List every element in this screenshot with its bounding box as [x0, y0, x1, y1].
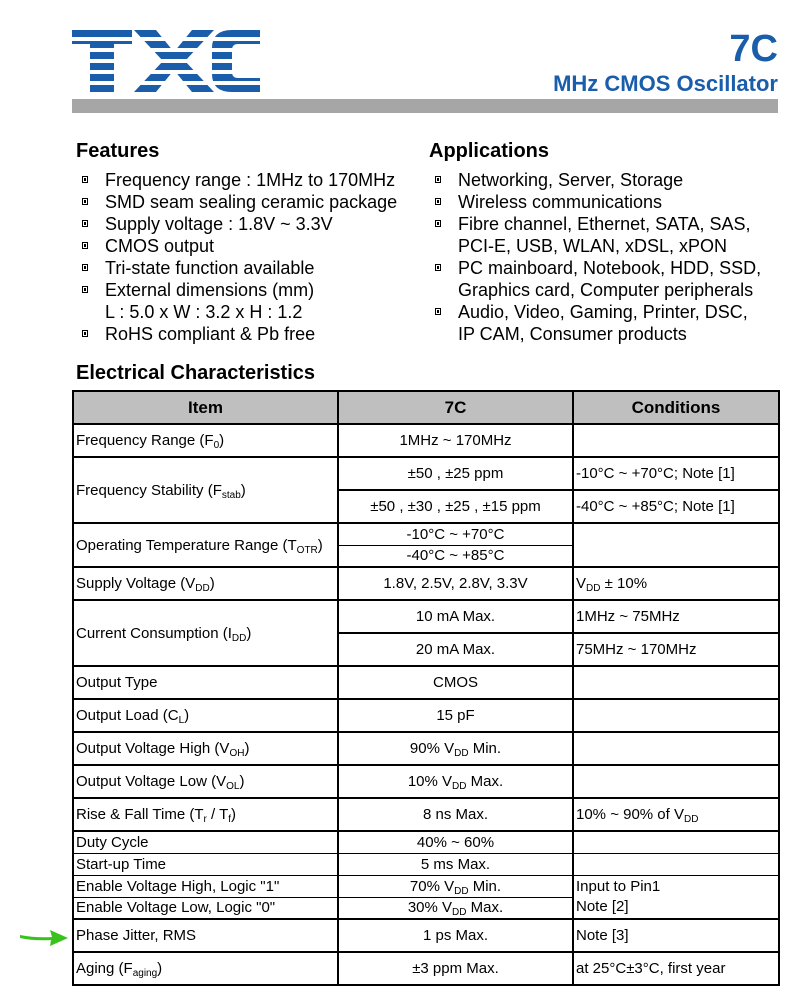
- txc-logo: [72, 30, 262, 94]
- row-value: 1MHz ~ 170MHz: [338, 424, 573, 457]
- row-value: ±50 , ±25 ppm: [338, 457, 573, 490]
- applications-title: Applications: [429, 140, 550, 162]
- application-item-continued: PCI-E, USB, WLAN, xDSL, xPON: [458, 236, 728, 256]
- feature-item: Tri-state function available: [76, 257, 397, 279]
- bullet-icon: [435, 264, 441, 271]
- feature-item: SMD seam sealing ceramic package: [76, 191, 397, 213]
- row-value: 10 mA Max.: [338, 600, 573, 633]
- electrical-title: Electrical Characteristics: [76, 362, 316, 384]
- table-row: [73, 600, 779, 633]
- row-value: 8 ns Max.: [338, 798, 573, 831]
- row-value: 10% $V_{DD}$ Max.: [338, 765, 573, 798]
- table-row: [73, 952, 779, 985]
- row-value: 5 ms Max.: [338, 853, 573, 875]
- feature-item: External dimensions (mm): [76, 279, 397, 301]
- bullet-icon: [82, 220, 88, 227]
- bullet-icon: [82, 198, 88, 205]
- model-number: 7C: [729, 28, 778, 70]
- row-condition: Input to Pin1 Note [2]: [573, 875, 779, 919]
- row-label: Aging $(F_{aging})$: [73, 952, 338, 985]
- row-label: Output Voltage High $(V_{OH})$: [73, 732, 338, 765]
- row-condition: [573, 732, 779, 765]
- features-title: Features: [76, 140, 160, 162]
- table-header-row: [73, 391, 779, 424]
- application-item: PC mainboard, Notebook, HDD, SSD,: [429, 257, 761, 279]
- bullet-icon: [82, 286, 88, 293]
- bullet-icon: [82, 264, 88, 271]
- applications-list: [429, 169, 761, 345]
- feature-item-continued: L : 5.0 x W : 3.2 x H : 1.2: [105, 302, 303, 322]
- application-item: Networking, Server, Storage: [429, 169, 761, 191]
- electrical-table: [72, 390, 780, 986]
- features-list: [76, 169, 397, 345]
- row-label: Rise & Fall Time $(T_r / T_f)$: [73, 798, 338, 831]
- green-arrow-icon: [18, 927, 70, 947]
- row-condition: 75MHz ~ 170MHz: [573, 633, 779, 666]
- row-condition: -40°C ~ +85°C; Note [1]: [573, 490, 779, 523]
- row-label: Operating Temperature Range $(T_{OTR})$: [73, 523, 338, 567]
- application-item: Audio, Video, Gaming, Printer, DSC,: [429, 301, 761, 323]
- row-label: Enable Voltage High, Logic "1": [73, 875, 338, 897]
- application-item-continued: Graphics card, Computer peripherals: [458, 280, 754, 300]
- table-row: [73, 457, 779, 490]
- row-condition: [573, 523, 779, 567]
- header-model: 7C: [338, 391, 573, 424]
- row-condition: 1MHz ~ 75MHz: [573, 600, 779, 633]
- row-value: 1 ps Max.: [338, 919, 573, 952]
- row-condition: [573, 666, 779, 699]
- table-row: [73, 831, 779, 853]
- header-divider: [72, 99, 778, 113]
- row-label: Frequency Stability $(F_{stab})$: [73, 457, 338, 523]
- row-label: Output Load $(C_L)$: [73, 699, 338, 732]
- row-condition: Note [3]: [573, 919, 779, 952]
- row-value: -40°C ~ +85°C: [338, 545, 573, 567]
- row-value: 90% $V_{DD}$ Min.: [338, 732, 573, 765]
- row-value: 70% $V_{DD}$ Min.: [338, 875, 573, 897]
- row-condition: [573, 853, 779, 875]
- row-label: Enable Voltage Low, Logic "0": [73, 897, 338, 919]
- table-row: [73, 699, 779, 732]
- row-value: ±50 , ±30 , ±25 , ±15 ppm: [338, 490, 573, 523]
- row-label: Output Type: [73, 666, 338, 699]
- row-value: 30% $V_{DD}$ Max.: [338, 897, 573, 919]
- feature-item: Supply voltage : 1.8V ~ 3.3V: [76, 213, 397, 235]
- row-value: 15 pF: [338, 699, 573, 732]
- bullet-icon: [82, 330, 88, 337]
- header-conditions: Conditions: [573, 391, 779, 424]
- application-item: Fibre channel, Ethernet, SATA, SAS,: [429, 213, 761, 235]
- row-condition: [573, 699, 779, 732]
- row-condition: -10°C ~ +70°C; Note [1]: [573, 457, 779, 490]
- header-item: Item: [73, 391, 338, 424]
- row-value: 40% ~ 60%: [338, 831, 573, 853]
- row-label: Output Voltage Low $(V_{OL})$: [73, 765, 338, 798]
- row-condition: [573, 424, 779, 457]
- row-value: -10°C ~ +70°C: [338, 523, 573, 545]
- table-row: [73, 732, 779, 765]
- row-condition: 10% ~ 90% of $V_{DD}$: [573, 798, 779, 831]
- table-row: [73, 853, 779, 875]
- bullet-icon: [82, 242, 88, 249]
- bullet-icon: [435, 198, 441, 205]
- feature-item: CMOS output: [76, 235, 397, 257]
- bullet-icon: [435, 308, 441, 315]
- product-subtitle: MHz CMOS Oscillator: [553, 71, 778, 96]
- table-row: [73, 875, 779, 897]
- row-label: Phase Jitter, RMS: [73, 919, 338, 952]
- application-item-continued: IP CAM, Consumer products: [458, 324, 687, 344]
- table-row-phase-jitter: [73, 919, 779, 952]
- bullet-icon: [435, 220, 441, 227]
- bullet-icon: [82, 176, 88, 183]
- row-condition: at 25°C±3°C, first year: [573, 952, 779, 985]
- row-label: Current Consumption $(I_{DD})$: [73, 600, 338, 666]
- row-condition: $V_{DD} \pm 10\%$: [573, 567, 779, 600]
- table-row: [73, 798, 779, 831]
- row-value: 20 mA Max.: [338, 633, 573, 666]
- table-row: [73, 765, 779, 798]
- feature-item: RoHS compliant & Pb free: [76, 323, 397, 345]
- row-condition: [573, 831, 779, 853]
- row-value: ±3 ppm Max.: [338, 952, 573, 985]
- table-row: [73, 523, 779, 545]
- row-value: CMOS: [338, 666, 573, 699]
- table-row: [73, 567, 779, 600]
- row-value: 1.8V, 2.5V, 2.8V, 3.3V: [338, 567, 573, 600]
- row-condition: [573, 765, 779, 798]
- feature-item: Frequency range : 1MHz to 170MHz: [76, 169, 397, 191]
- table-row: [73, 424, 779, 457]
- table-row: [73, 666, 779, 699]
- bullet-icon: [435, 176, 441, 183]
- row-label: Duty Cycle: [73, 831, 338, 853]
- row-label: Start-up Time: [73, 853, 338, 875]
- row-label: Supply Voltage $(V_{DD})$: [73, 567, 338, 600]
- application-item: Wireless communications: [429, 191, 761, 213]
- row-label: Frequency Range $(F_0)$: [73, 424, 338, 457]
